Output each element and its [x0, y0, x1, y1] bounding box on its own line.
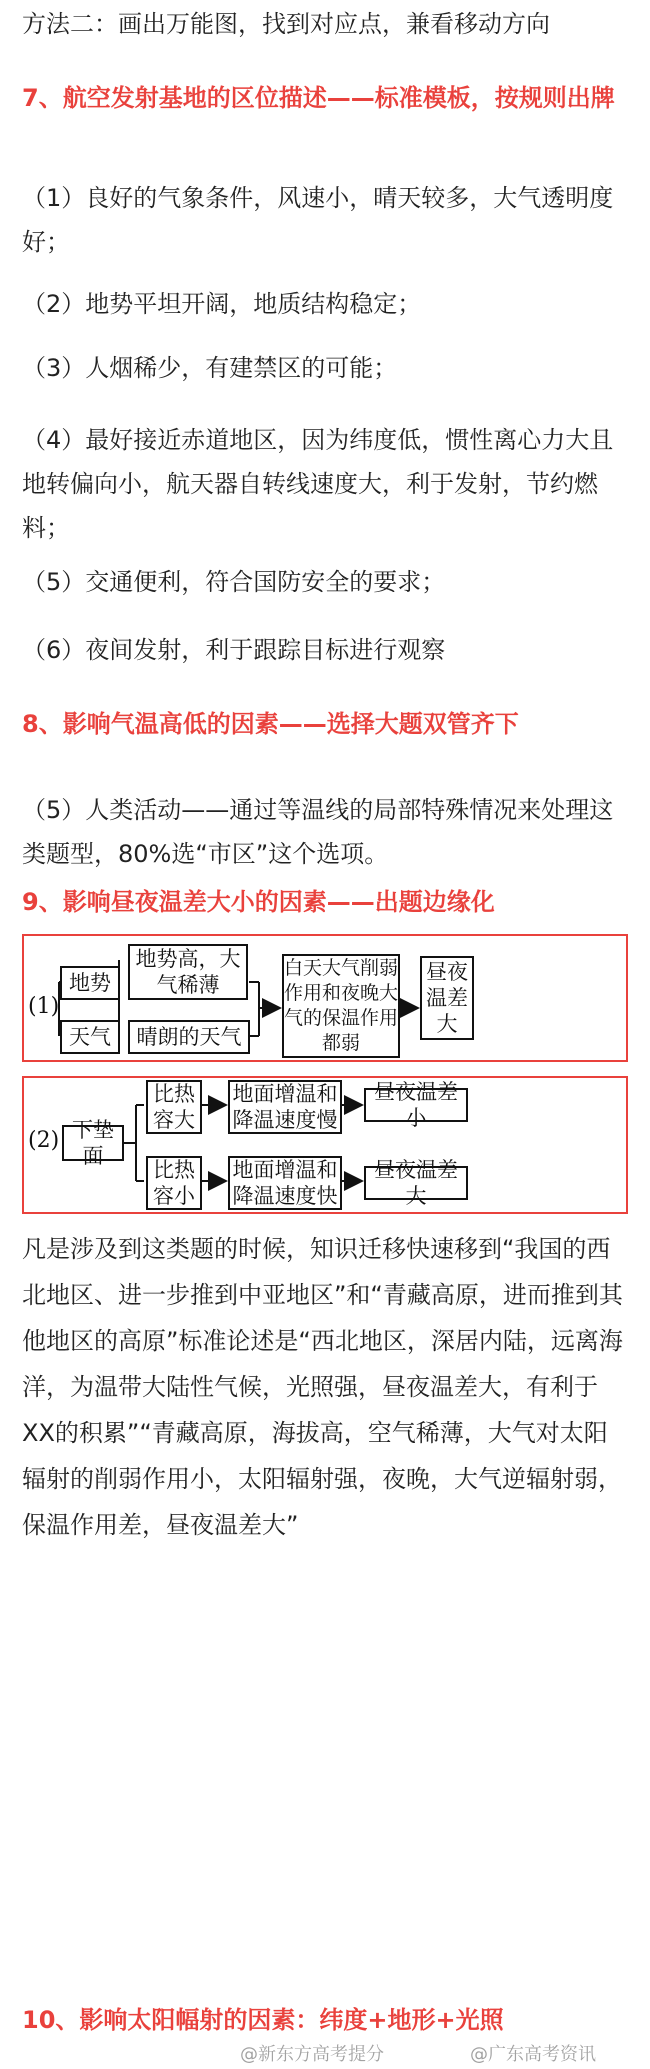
watermark-right: @广东高考资讯: [470, 2044, 596, 2065]
diagram-2-frame: [22, 1076, 628, 1214]
terrain-box: 地势: [60, 966, 120, 1000]
surface-box: 下垫面: [62, 1125, 124, 1161]
section-7-item-2: （2）地势平坦开阔，地质结构稳定；: [22, 290, 422, 318]
weather-desc-box: 晴朗的天气: [128, 1020, 250, 1054]
intro-line: 方法二：画出万能图，找到对应点，兼看移动方向: [22, 10, 550, 38]
diagram-1-label: (1): [28, 994, 60, 1019]
section-9-heading: 9、影响昼夜温差大小的因素——出题边缘化: [22, 888, 495, 916]
section-7-item-1: （1）良好的气象条件，风速小，晴天较多，大气透明度好；: [22, 184, 614, 256]
heat-small-effect-box: 地面增温和降温速度快: [228, 1156, 342, 1210]
effect-box: 白天大气削弱作用和夜晚大气的保温作用都弱: [282, 954, 400, 1058]
terrain-desc-box: 地势高，大气稀薄: [128, 944, 248, 1000]
heat-large-effect-box: 地面增温和降温速度慢: [228, 1080, 342, 1134]
heat-large-result-box: 昼夜温差小: [364, 1088, 468, 1122]
weather-box: 天气: [60, 1020, 120, 1054]
result-box: 昼夜温差大: [420, 956, 474, 1040]
heat-small-result-box: 昼夜温差大: [364, 1166, 468, 1200]
diagram-1-frame: [22, 934, 628, 1062]
section-8-item-5: （5）人类活动——通过等温线的局部特殊情况来处理这类题型，80%选“市区”这个选项。: [22, 796, 614, 868]
section-7-heading: 7、航空发射基地的区位描述——标准模板，按规则出牌: [22, 84, 615, 112]
section-9-paragraph: 凡是涉及到这类题的时候，知识迁移快速移到“我国的西北地区、进一步推到中亚地区”和“青藏高原，进而推到其他地区的高原”标准论述是“西北地区，深居内陆，远离海洋，为温带大陆性气候，光照强，昼夜温差大，有利于XX的积累”“青藏高原，海拔高，空气稀薄，大气对太阳辐射的削弱作用小，太阳辐射强，夜晚，大气逆辐射弱，保温作用差，昼夜温差大”: [22, 1235, 623, 1539]
section-7-item-6: （6）夜间发射，利于跟踪目标进行观察: [22, 636, 446, 664]
heat-large-box: 比热容大: [146, 1080, 202, 1134]
section-7-item-5: （5）交通便利，符合国防安全的要求；: [22, 568, 446, 596]
section-8-heading: 8、影响气温高低的因素——选择大题双管齐下: [22, 710, 519, 738]
diagram-2-label: (2): [28, 1128, 60, 1153]
section-10-heading: 10、影响太阳幅射的因素：纬度+地形+光照: [22, 2006, 504, 2034]
section-7-item-4: （4）最好接近赤道地区，因为纬度低，惯性离心力大且地转偏向小，航天器自转线速度大，利于发射，节约燃料；: [22, 426, 614, 542]
heat-small-box: 比热容小: [146, 1156, 202, 1210]
watermark-left: @新东方高考提分: [240, 2044, 384, 2065]
section-7-item-3: （3）人烟稀少，有建禁区的可能；: [22, 354, 398, 382]
